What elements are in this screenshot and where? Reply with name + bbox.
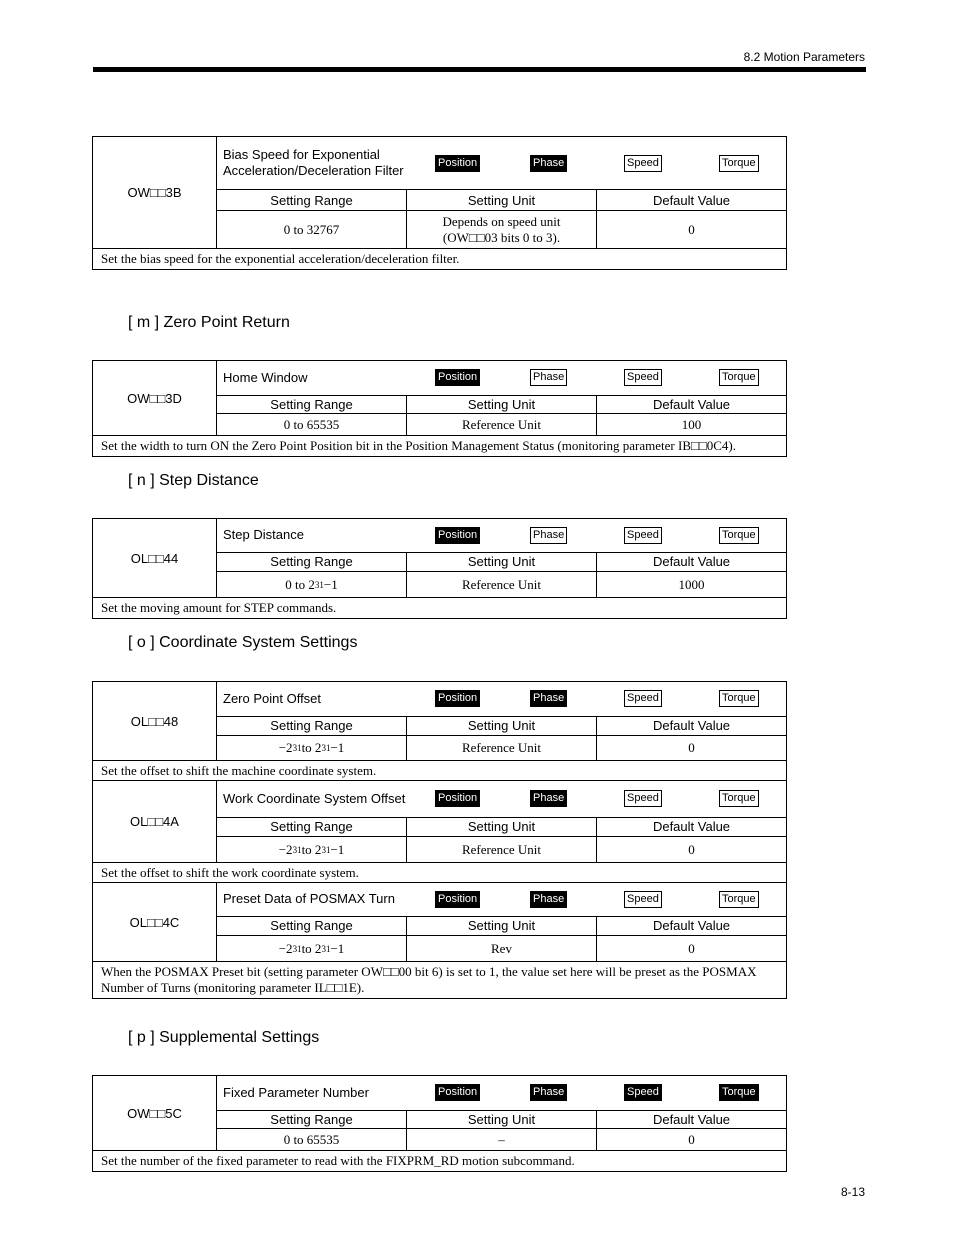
- header-rule: [93, 67, 866, 72]
- setting-range-label: Setting Range: [217, 553, 407, 572]
- setting-unit-label: Setting Unit: [407, 396, 597, 414]
- param-table-coordinate: [92, 681, 787, 999]
- torque-badge: Torque: [719, 369, 759, 386]
- default-value: 0: [688, 1131, 695, 1147]
- setting-unit-value: –: [407, 1129, 597, 1150]
- position-badge: Position: [435, 790, 480, 807]
- register-cell: OL□□4A: [93, 781, 217, 862]
- setting-unit-label: Setting Unit: [407, 917, 597, 936]
- setting-range-value: 0 to 65535: [217, 1129, 407, 1150]
- phase-badge: Phase: [530, 891, 567, 908]
- section-heading-p: [ p ] Supplemental Settings: [128, 1029, 320, 1046]
- speed-badge: Speed: [624, 155, 662, 172]
- param-description: Set the number of the fixed parameter to read with the FIXPRM_RD motion subcommand.: [101, 1153, 575, 1168]
- label-row: [217, 190, 786, 211]
- register-cell: OL□□44: [93, 519, 217, 597]
- param-row: [93, 361, 786, 436]
- param-description: When the POSMAX Preset bit (setting parameter OW□□00 bit 6) is set to 1, the value set here will be preset as the POSMAX Number of Turns (monitoring parameter IL□□1E).: [101, 964, 757, 995]
- torque-badge: Torque: [719, 1084, 759, 1101]
- register-cell: OW□□3B: [93, 137, 217, 248]
- setting-range-value: 0 to 32767: [217, 211, 407, 248]
- setting-range-label: Setting Range: [217, 818, 407, 837]
- value-row: [217, 736, 786, 760]
- default-value-label: Default Value: [652, 1111, 731, 1127]
- page-number: 8-13: [840, 1185, 865, 1199]
- value-row: [217, 572, 786, 597]
- torque-badge: Torque: [719, 155, 759, 172]
- param-row: [93, 682, 786, 761]
- value-row: [217, 211, 786, 248]
- name-row: [217, 137, 786, 190]
- name-row: [217, 519, 786, 553]
- param-name: Preset Data of POSMAX Turn: [223, 891, 395, 907]
- default-value-label: Default Value: [652, 918, 731, 934]
- section-heading-o: [ o ] Coordinate System Settings: [128, 634, 358, 651]
- param-name: Home Window: [223, 369, 308, 385]
- phase-badge: Phase: [530, 690, 567, 707]
- torque-badge: Torque: [719, 790, 759, 807]
- label-row: [217, 917, 786, 937]
- register-cell: OL□□48: [93, 682, 217, 760]
- label-row: [217, 717, 786, 737]
- param-description: Set the offset to shift the machine coordinate system.: [93, 761, 786, 781]
- setting-unit-value: Depends on speed unit (OW□□03 bits 0 to 3).: [407, 211, 597, 248]
- speed-badge: Speed: [624, 369, 662, 386]
- default-value-label: Default Value: [652, 396, 731, 412]
- param-table-5c: [92, 1075, 787, 1172]
- param-description: Set the moving amount for STEP commands.: [101, 600, 337, 615]
- phase-badge: Phase: [530, 790, 567, 807]
- param-row: [93, 1076, 786, 1151]
- setting-range-value: 0 to 2 31 −1: [217, 572, 407, 597]
- default-value-label: Default Value: [652, 819, 731, 835]
- torque-badge: Torque: [719, 891, 759, 908]
- param-name: Bias Speed for Exponential Acceleration/Deceleration Filter: [223, 146, 404, 178]
- param-row: [93, 137, 786, 249]
- setting-unit-label: Setting Unit: [407, 818, 597, 837]
- param-name: Fixed Parameter Number: [223, 1084, 369, 1100]
- speed-badge: Speed: [624, 527, 662, 544]
- register-cell: OW□□5C: [93, 1076, 217, 1150]
- name-row: [217, 883, 786, 917]
- param-row: [93, 781, 786, 863]
- default-value: 1000: [678, 576, 705, 592]
- setting-range-label: Setting Range: [217, 190, 407, 210]
- name-row: [217, 1076, 786, 1111]
- value-row: [217, 1129, 786, 1150]
- speed-badge: Speed: [624, 690, 662, 707]
- setting-range-value: −2 31 to 2 31 −1: [217, 736, 407, 760]
- default-value: 0: [688, 940, 695, 956]
- position-badge: Position: [435, 690, 480, 707]
- setting-unit-value: Reference Unit: [407, 572, 597, 597]
- param-table-44: [92, 518, 787, 619]
- param-table-3d: [92, 360, 787, 457]
- setting-range-label: Setting Range: [217, 717, 407, 736]
- param-table-3b: [92, 136, 787, 270]
- default-value-label: Default Value: [652, 718, 731, 734]
- default-value: 0: [688, 740, 695, 756]
- speed-badge: Speed: [624, 1084, 662, 1101]
- param-row: [93, 883, 786, 962]
- position-badge: Position: [435, 891, 480, 908]
- setting-range-value: 0 to 65535: [217, 414, 407, 435]
- setting-range-label: Setting Range: [217, 917, 407, 936]
- default-value: 100: [681, 416, 702, 432]
- label-row: [217, 818, 786, 838]
- param-name: Work Coordinate System Offset: [223, 790, 406, 806]
- position-badge: Position: [435, 369, 480, 386]
- phase-badge: Phase: [530, 155, 567, 172]
- running-header: 8.2 Motion Parameters: [743, 50, 865, 64]
- speed-badge: Speed: [624, 790, 662, 807]
- default-value: 0: [688, 221, 695, 237]
- section-heading-n: [ n ] Step Distance: [128, 472, 259, 489]
- setting-range-value: −2 31 to 2 31 −1: [217, 837, 407, 862]
- param-row: [93, 519, 786, 598]
- name-row: [217, 361, 786, 396]
- param-description: Set the width to turn ON the Zero Point Position bit in the Position Management Status (monitoring parameter IB□□0C4).: [101, 438, 736, 453]
- phase-badge: Phase: [530, 369, 567, 386]
- value-row: [217, 936, 786, 961]
- setting-range-label: Setting Range: [217, 1111, 407, 1129]
- default-value-label: Default Value: [652, 554, 731, 570]
- speed-badge: Speed: [624, 891, 662, 908]
- phase-badge: Phase: [530, 527, 567, 544]
- label-row: [217, 1111, 786, 1130]
- torque-badge: Torque: [719, 690, 759, 707]
- position-badge: Position: [435, 1084, 480, 1101]
- torque-badge: Torque: [719, 527, 759, 544]
- value-row: [217, 837, 786, 862]
- param-description: Set the offset to shift the work coordinate system.: [93, 863, 786, 883]
- setting-range-value: −2 31 to 2 31 −1: [217, 936, 407, 961]
- position-badge: Position: [435, 527, 480, 544]
- setting-unit-value: Reference Unit: [407, 414, 597, 435]
- setting-unit-label: Setting Unit: [407, 190, 597, 210]
- setting-unit-label: Setting Unit: [407, 717, 597, 736]
- param-name: Step Distance: [223, 527, 304, 543]
- setting-range-label: Setting Range: [217, 396, 407, 414]
- setting-unit-value: Rev: [407, 936, 597, 961]
- position-badge: Position: [435, 155, 480, 172]
- default-value: 0: [688, 841, 695, 857]
- section-heading-m: [ m ] Zero Point Return: [128, 314, 290, 331]
- name-row: [217, 682, 786, 717]
- value-row: [217, 414, 786, 435]
- setting-unit-label: Setting Unit: [407, 1111, 597, 1129]
- default-value-label: Default Value: [652, 192, 731, 208]
- setting-unit-value: Reference Unit: [407, 837, 597, 862]
- phase-badge: Phase: [530, 1084, 567, 1101]
- label-row: [217, 396, 786, 415]
- setting-unit-label: Setting Unit: [407, 553, 597, 572]
- label-row: [217, 553, 786, 573]
- setting-unit-value: Reference Unit: [407, 736, 597, 760]
- register-cell: OL□□4C: [93, 883, 217, 961]
- param-name: Zero Point Offset: [223, 690, 322, 706]
- name-row: [217, 781, 786, 818]
- param-description: Set the bias speed for the exponential acceleration/deceleration filter.: [101, 251, 460, 266]
- register-cell: OW□□3D: [93, 361, 217, 435]
